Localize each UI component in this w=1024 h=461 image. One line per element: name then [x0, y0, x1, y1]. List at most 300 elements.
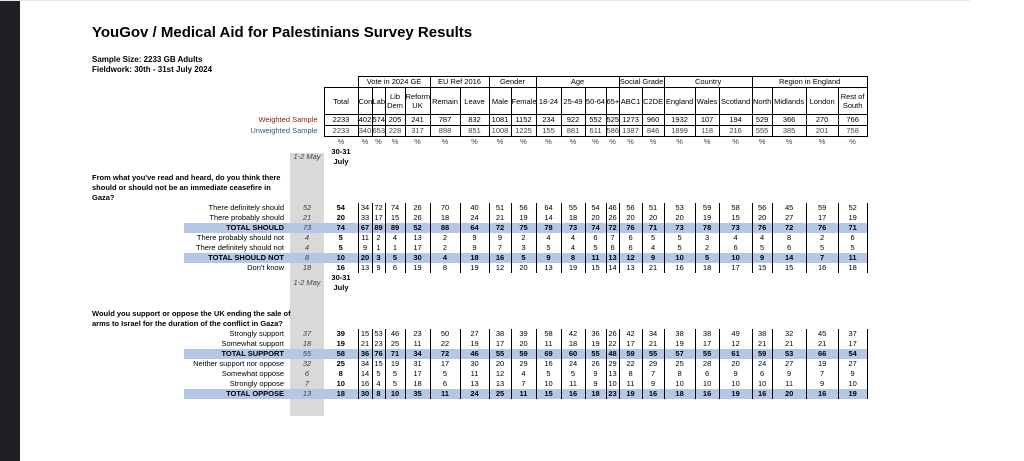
answer-row — [184, 263, 867, 273]
spacer-cell — [752, 147, 772, 167]
breakdown-value: 21 — [642, 339, 664, 349]
unweighted-sample-value: 1225 — [511, 126, 536, 137]
breakdown-value: 24 — [460, 389, 489, 399]
unweighted-sample-value: 118 — [695, 126, 719, 137]
breakdown-value: 6 — [719, 243, 752, 253]
breakdown-value: 5 — [838, 243, 867, 253]
breakdown-value: 6 — [430, 379, 460, 389]
breakdown-value: 51 — [642, 203, 664, 213]
unweighted-sample-value: 653 — [372, 126, 386, 135]
breakdown-value: 9 — [642, 379, 664, 389]
column-header: Male — [489, 88, 511, 115]
breakdown-value: 2 — [372, 233, 385, 243]
breakdown-value: 78 — [695, 223, 719, 233]
breakdown-value: 5 — [536, 369, 561, 379]
current-wave-date: 30-31 July — [331, 147, 351, 166]
breakdown-value: 21 — [489, 213, 511, 223]
unweighted-sample-value: 611 — [585, 126, 606, 137]
spacer-cell — [184, 147, 290, 167]
breakdown-value: 12 — [619, 253, 642, 263]
question-text — [92, 167, 324, 203]
breakdown-value: 7 — [806, 369, 838, 379]
breakdown-value: 55 — [585, 349, 606, 359]
breakdown-value: 4 — [536, 233, 561, 243]
spacer-cell — [606, 273, 619, 293]
breakdown-value: 88 — [430, 223, 460, 233]
previous-wave-value: 21 — [302, 213, 312, 222]
breakdown-value: 70 — [430, 203, 460, 213]
breakdown-value: 18 — [695, 263, 719, 273]
percent-sign: % — [520, 137, 527, 146]
spacer-cell — [536, 147, 561, 167]
percent-sign: % — [391, 137, 399, 146]
breakdown-value: 14 — [358, 369, 372, 379]
weighted-sample-value: 1081 — [489, 115, 511, 126]
spacer-cell — [838, 273, 867, 293]
breakdown-value: 10 — [385, 389, 405, 399]
group-header: Gender — [489, 77, 536, 88]
breakdown-value: 56 — [511, 203, 536, 213]
breakdown-value: 13 — [536, 263, 561, 273]
breakdown-value: 76 — [619, 223, 642, 233]
breakdown-value: 16 — [536, 359, 561, 369]
breakdown-value: 11 — [405, 339, 430, 349]
spacer-cell — [430, 147, 460, 167]
breakdown-value: 13 — [606, 253, 619, 263]
spacer-cell — [536, 167, 561, 203]
percent-sign: % — [545, 137, 552, 146]
breakdown-value: 14 — [772, 253, 806, 263]
spacer-cell — [695, 273, 719, 293]
breakdown-value: 5 — [752, 243, 772, 253]
weighted-sample-value: 194 — [719, 115, 752, 126]
breakdown-value: 15 — [752, 263, 772, 273]
breakdown-value: 59 — [806, 203, 838, 213]
column-header: 25-49 — [561, 88, 585, 115]
percent-sign: % — [337, 137, 345, 146]
breakdown-value: 16 — [695, 389, 719, 399]
spacer-cell — [358, 167, 372, 203]
breakdown-value: 20 — [511, 263, 536, 273]
breakdown-value: 49 — [719, 329, 752, 339]
breakdown-value: 11 — [561, 379, 585, 389]
spacer-cell — [511, 293, 536, 329]
spacer-cell — [772, 147, 806, 167]
breakdown-value: 18 — [405, 379, 430, 389]
breakdown-value: 17 — [619, 339, 642, 349]
answer-label: There probably should — [209, 213, 284, 222]
total-value: 39 — [336, 329, 345, 338]
previous-wave-value: 55 — [290, 349, 324, 359]
spacer-cell — [385, 273, 405, 293]
breakdown-value: 73 — [561, 223, 585, 233]
unweighted-sample-value: 201 — [806, 126, 838, 137]
column-header-total: Total — [324, 88, 358, 115]
breakdown-value: 34 — [642, 329, 664, 339]
breakdown-value: 16 — [642, 389, 664, 399]
breakdown-value: 3 — [372, 253, 385, 263]
spacer-cell — [606, 167, 619, 203]
spacer-cell — [405, 293, 430, 329]
breakdown-value: 37 — [838, 329, 867, 339]
percent-sign: % — [441, 137, 449, 146]
breakdown-value: 2 — [511, 233, 536, 243]
breakdown-value: 17 — [405, 243, 430, 253]
column-header: Midlands — [772, 88, 806, 115]
column-header: England — [664, 88, 695, 115]
previous-wave-value: 4 — [304, 233, 310, 242]
breakdown-value: 20 — [585, 213, 606, 223]
breakdown-value: 46 — [606, 203, 619, 213]
breakdown-value: 26 — [405, 213, 430, 223]
breakdown-value: 6 — [695, 369, 719, 379]
breakdown-value: 27 — [772, 359, 806, 369]
column-header: Leave — [460, 88, 489, 115]
breakdown-value: 18 — [460, 253, 489, 263]
spacer-cell — [489, 273, 511, 293]
spacer-cell — [184, 137, 290, 148]
spacer-cell — [511, 167, 536, 203]
breakdown-value: 54 — [585, 203, 606, 213]
unweighted-sample-row — [184, 126, 867, 137]
breakdown-value: 19 — [511, 213, 536, 223]
breakdown-value: 38 — [664, 329, 695, 339]
previous-wave-date: 1-2 May — [293, 278, 321, 287]
current-wave-date: 30-31 July — [331, 273, 351, 292]
breakdown-value: 10 — [664, 253, 695, 263]
spacer-cell — [664, 273, 695, 293]
breakdown-value: 13 — [489, 379, 511, 389]
breakdown-value: 5 — [372, 369, 385, 379]
breakdown-value: 30 — [358, 389, 372, 399]
weighted-sample-value: 402 — [358, 115, 372, 124]
breakdown-value: 11 — [619, 379, 642, 389]
previous-wave-value: 18 — [302, 263, 312, 272]
breakdown-value: 34 — [358, 359, 372, 369]
spacer-cell — [664, 293, 695, 329]
spacer-cell — [561, 293, 585, 329]
breakdown-value: 59 — [752, 349, 772, 359]
breakdown-value: 17 — [695, 339, 719, 349]
percent-sign: % — [732, 137, 739, 146]
breakdown-value: 7 — [642, 369, 664, 379]
breakdown-value: 25 — [664, 359, 695, 369]
spacer-cell — [358, 147, 372, 167]
spacer-cell — [561, 147, 585, 167]
weighted-sample-value: 525 — [606, 115, 620, 124]
breakdown-value: 23 — [405, 329, 430, 339]
weighted-sample-row — [184, 115, 867, 126]
breakdown-value: 5 — [536, 243, 561, 253]
breakdown-value: 48 — [606, 349, 619, 359]
spacer-cell — [358, 273, 372, 293]
unweighted-sample-value: 758 — [838, 126, 867, 137]
breakdown-value: 64 — [536, 203, 561, 213]
weighted-sample-value: 529 — [752, 115, 772, 126]
breakdown-value: 13 — [460, 379, 489, 389]
breakdown-value: 4 — [372, 379, 385, 389]
breakdown-value: 10 — [606, 379, 619, 389]
spacer-cell — [324, 293, 358, 329]
unweighted-sample-value: 586 — [606, 126, 620, 135]
breakdown-value: 5 — [642, 233, 664, 243]
previous-wave-value: 8 — [290, 253, 324, 263]
spacer-cell — [719, 167, 752, 203]
breakdown-value: 56 — [619, 203, 642, 213]
breakdown-value: 27 — [838, 359, 867, 369]
spacer-cell — [430, 293, 460, 329]
breakdown-value: 26 — [606, 213, 619, 223]
breakdown-value: 34 — [358, 203, 372, 213]
total-value: 16 — [336, 263, 345, 272]
total-value: 8 — [338, 369, 343, 378]
breakdown-value: 53 — [772, 349, 806, 359]
breakdown-value: 21 — [642, 263, 664, 273]
breakdown-value: 21 — [752, 339, 772, 349]
breakdown-value: 18 — [561, 213, 585, 223]
spacer-cell — [372, 293, 385, 329]
answer-row — [184, 223, 867, 233]
breakdown-value: 24 — [460, 213, 489, 223]
total-value: 58 — [324, 349, 358, 359]
total-value: 10 — [324, 253, 358, 263]
wave-date-row — [184, 147, 867, 167]
breakdown-value: 72 — [772, 223, 806, 233]
group-header: EU Ref 2016 — [430, 77, 489, 88]
breakdown-value: 16 — [561, 389, 585, 399]
group-header: Social Grade — [619, 77, 664, 86]
breakdown-value: 45 — [806, 329, 838, 339]
breakdown-value: 18 — [585, 389, 606, 399]
breakdown-value: 16 — [489, 253, 511, 263]
unweighted-sample-value: 1387 — [619, 126, 642, 137]
breakdown-value: 38 — [752, 329, 772, 339]
unweighted-sample-value: 317 — [405, 126, 430, 137]
breakdown-value: 8 — [561, 253, 585, 263]
breakdown-value: 6 — [838, 233, 867, 243]
breakdown-value: 56 — [752, 203, 772, 213]
percent-sign: % — [649, 137, 657, 146]
breakdown-value: 21 — [358, 339, 372, 349]
breakdown-value: 15 — [385, 213, 405, 223]
spacer-cell — [642, 293, 664, 329]
breakdown-value: 18 — [430, 213, 460, 223]
breakdown-value: 15 — [585, 263, 606, 273]
unweighted-sample-value: 385 — [772, 126, 806, 137]
answer-label: TOTAL SHOULD NOT — [184, 253, 290, 263]
percent-sign: % — [676, 137, 683, 146]
breakdown-value: 3 — [695, 233, 719, 243]
spacer-cell — [290, 77, 324, 88]
breakdown-value: 11 — [460, 369, 489, 379]
spacer-cell — [511, 273, 536, 293]
breakdown-value: 55 — [642, 349, 664, 359]
breakdown-value: 78 — [536, 223, 561, 233]
spacer-cell — [585, 167, 606, 203]
spacer-cell — [772, 167, 806, 203]
column-header: London — [806, 88, 838, 115]
breakdown-value: 34 — [405, 349, 430, 359]
breakdown-value: 10 — [752, 379, 772, 389]
answer-label: TOTAL SHOULD — [184, 223, 290, 233]
total-value: 10 — [336, 379, 345, 388]
unweighted-sample-value: 2233 — [324, 126, 358, 137]
spacer-cell — [358, 293, 372, 329]
spacer-cell — [838, 167, 867, 203]
breakdown-value: 19 — [695, 213, 719, 223]
breakdown-value: 5 — [585, 243, 606, 253]
weighted-sample-value: 552 — [585, 115, 606, 126]
unweighted-sample-value: 1008 — [489, 126, 511, 137]
breakdown-value: 57 — [664, 349, 695, 359]
breakdown-value: 2 — [430, 233, 460, 243]
unweighted-sample-label: Unweighted Sample — [250, 126, 318, 135]
spacer-cell — [324, 77, 358, 88]
breakdown-value: 36 — [358, 349, 372, 359]
top-divider — [0, 0, 970, 1]
breakdown-value: 10 — [719, 253, 752, 263]
breakdown-value: 4 — [385, 233, 405, 243]
answer-label: There definitely should — [208, 203, 284, 212]
breakdown-value: 5 — [664, 243, 695, 253]
percent-sign: % — [496, 137, 504, 146]
weighted-sample-value: 922 — [561, 115, 585, 126]
column-header: North — [752, 88, 772, 115]
document-title: YouGov / Medical Aid for Palestinians Survey Results — [92, 24, 473, 41]
breakdown-value: 27 — [460, 329, 489, 339]
unweighted-sample-value: 898 — [430, 126, 460, 137]
breakdown-value: 8 — [430, 263, 460, 273]
breakdown-value: 5 — [385, 253, 405, 263]
breakdown-value: 6 — [619, 243, 642, 253]
breakdown-value: 10 — [664, 379, 695, 389]
weighted-sample-value: 1932 — [664, 115, 695, 126]
breakdown-value: 19 — [806, 359, 838, 369]
previous-wave-value: 7 — [304, 379, 310, 388]
column-header: Wales — [695, 88, 719, 115]
breakdown-value: 59 — [511, 349, 536, 359]
breakdown-value: 53 — [372, 329, 385, 339]
answer-row — [184, 339, 867, 349]
breakdown-value: 9 — [806, 379, 838, 389]
breakdown-value: 4 — [430, 253, 460, 263]
breakdown-value: 9 — [772, 369, 806, 379]
question-row — [184, 167, 867, 203]
breakdown-value: 36 — [585, 329, 606, 339]
breakdown-value: 76 — [806, 223, 838, 233]
breakdown-value: 51 — [489, 203, 511, 213]
breakdown-value: 40 — [460, 203, 489, 213]
spacer-cell — [772, 293, 806, 329]
spacer-cell — [719, 147, 752, 167]
breakdown-value: 24 — [752, 359, 772, 369]
breakdown-value: 10 — [536, 379, 561, 389]
breakdown-value: 4 — [561, 233, 585, 243]
spacer-cell — [642, 167, 664, 203]
spacer-cell — [719, 293, 752, 329]
breakdown-value: 46 — [385, 329, 405, 339]
breakdown-value: 6 — [385, 263, 405, 273]
breakdown-value: 6 — [619, 233, 642, 243]
percent-sign: % — [569, 137, 577, 146]
spacer-cell — [372, 273, 385, 293]
spacer-cell — [460, 147, 489, 167]
breakdown-value: 19 — [561, 263, 585, 273]
answer-row — [184, 243, 867, 253]
previous-wave-value: 13 — [290, 389, 324, 399]
weighted-sample-value: 270 — [806, 115, 838, 126]
breakdown-value: 18 — [664, 389, 695, 399]
weighted-sample-value: 766 — [838, 115, 867, 126]
breakdown-value: 58 — [719, 203, 752, 213]
breakdown-value: 46 — [460, 349, 489, 359]
breakdown-value: 16 — [806, 263, 838, 273]
percent-sign: % — [785, 137, 793, 146]
spacer-cell — [561, 167, 585, 203]
breakdown-value: 2 — [430, 243, 460, 253]
breakdown-value: 59 — [695, 203, 719, 213]
column-header: Con — [358, 88, 372, 115]
breakdown-value: 64 — [460, 223, 489, 233]
answer-row — [184, 233, 867, 243]
breakdown-value: 52 — [838, 203, 867, 213]
spacer-cell — [664, 167, 695, 203]
breakdown-value: 29 — [606, 359, 619, 369]
breakdown-value: 10 — [719, 379, 752, 389]
answer-row — [184, 379, 867, 389]
previous-wave-value: 18 — [302, 339, 312, 348]
weighted-sample-value: 787 — [430, 115, 460, 126]
breakdown-value: 20 — [752, 213, 772, 223]
breakdown-value: 32 — [772, 329, 806, 339]
breakdown-value: 7 — [489, 243, 511, 253]
breakdown-value: 38 — [695, 329, 719, 339]
spacer-cell — [619, 293, 642, 329]
breakdown-value: 5 — [385, 369, 405, 379]
breakdown-value: 19 — [619, 389, 642, 399]
breakdown-value: 52 — [405, 223, 430, 233]
breakdown-value: 20 — [719, 359, 752, 369]
spacer-cell — [405, 273, 430, 293]
weighted-sample-label: Weighted Sample — [258, 115, 318, 124]
breakdown-value: 8 — [664, 369, 695, 379]
answer-label: Somewhat support — [221, 339, 284, 348]
weighted-sample-value: 366 — [772, 115, 806, 126]
breakdown-value: 17 — [489, 339, 511, 349]
breakdown-value: 5 — [695, 253, 719, 263]
spacer-cell — [619, 147, 642, 167]
unweighted-sample-value: 340 — [358, 126, 372, 135]
breakdown-value: 9 — [642, 253, 664, 263]
spacer-cell — [460, 273, 489, 293]
answer-row — [184, 253, 867, 263]
answer-label: Somewhat oppose — [221, 369, 284, 378]
total-value: 5 — [338, 243, 343, 252]
breakdown-value: 9 — [489, 233, 511, 243]
breakdown-value: 19 — [838, 389, 867, 399]
percent-sign: % — [703, 137, 711, 146]
breakdown-value: 11 — [585, 253, 606, 263]
spacer-cell — [752, 167, 772, 203]
breakdown-value: 58 — [536, 329, 561, 339]
spacer-cell — [752, 293, 772, 329]
percent-sign: % — [818, 137, 826, 146]
total-value: 18 — [324, 389, 358, 399]
breakdown-value: 6 — [752, 369, 772, 379]
breakdown-value: 1 — [372, 243, 385, 253]
unweighted-sample-value: 155 — [536, 126, 561, 137]
breakdown-value: 17 — [838, 339, 867, 349]
